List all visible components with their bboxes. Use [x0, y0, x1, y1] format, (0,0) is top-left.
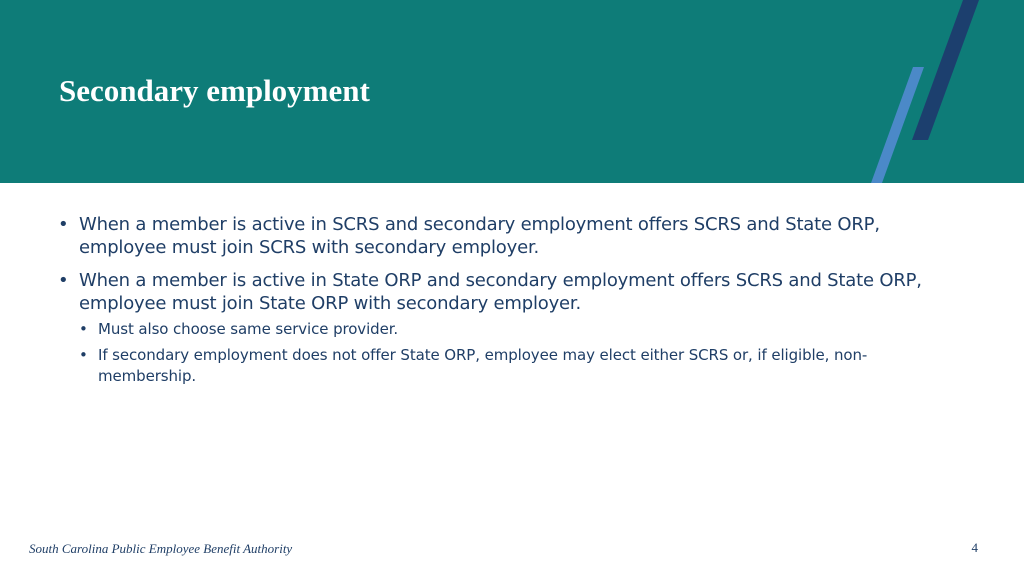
slide-title: Secondary employment [59, 73, 370, 108]
bullet-item [58, 213, 958, 259]
bullet-text: When a member is active in SCRS and secondary employment offers SCRS and State ORP, employee must join SCRS with secondary employer. [79, 214, 880, 258]
sub-bullet-text: Must also choose same service provider. [98, 320, 399, 338]
slide-body [58, 213, 958, 397]
bullet-glyph: • [58, 270, 69, 291]
bullet-glyph: • [79, 320, 88, 338]
decorative-stripe-light [871, 67, 924, 183]
bullet-glyph: • [79, 346, 88, 364]
sub-bullet-item [79, 345, 958, 387]
bullet-item [58, 269, 958, 387]
bullet-glyph: • [58, 214, 69, 235]
footer-organization: South Carolina Public Employee Benefit Authority [29, 541, 293, 556]
sub-bullet-text: If secondary employment does not offer State ORP, employee may elect either SCRS or, if eligible, non-membership. [98, 346, 868, 385]
sub-bullet-item [79, 319, 958, 340]
bullet-list [58, 213, 958, 387]
page-number: 4 [971, 540, 978, 555]
sub-bullet-list [79, 319, 958, 387]
bullet-text: When a member is active in State ORP and secondary employment offers SCRS and State ORP, employee must join State ORP with secondary employer. [79, 270, 922, 314]
